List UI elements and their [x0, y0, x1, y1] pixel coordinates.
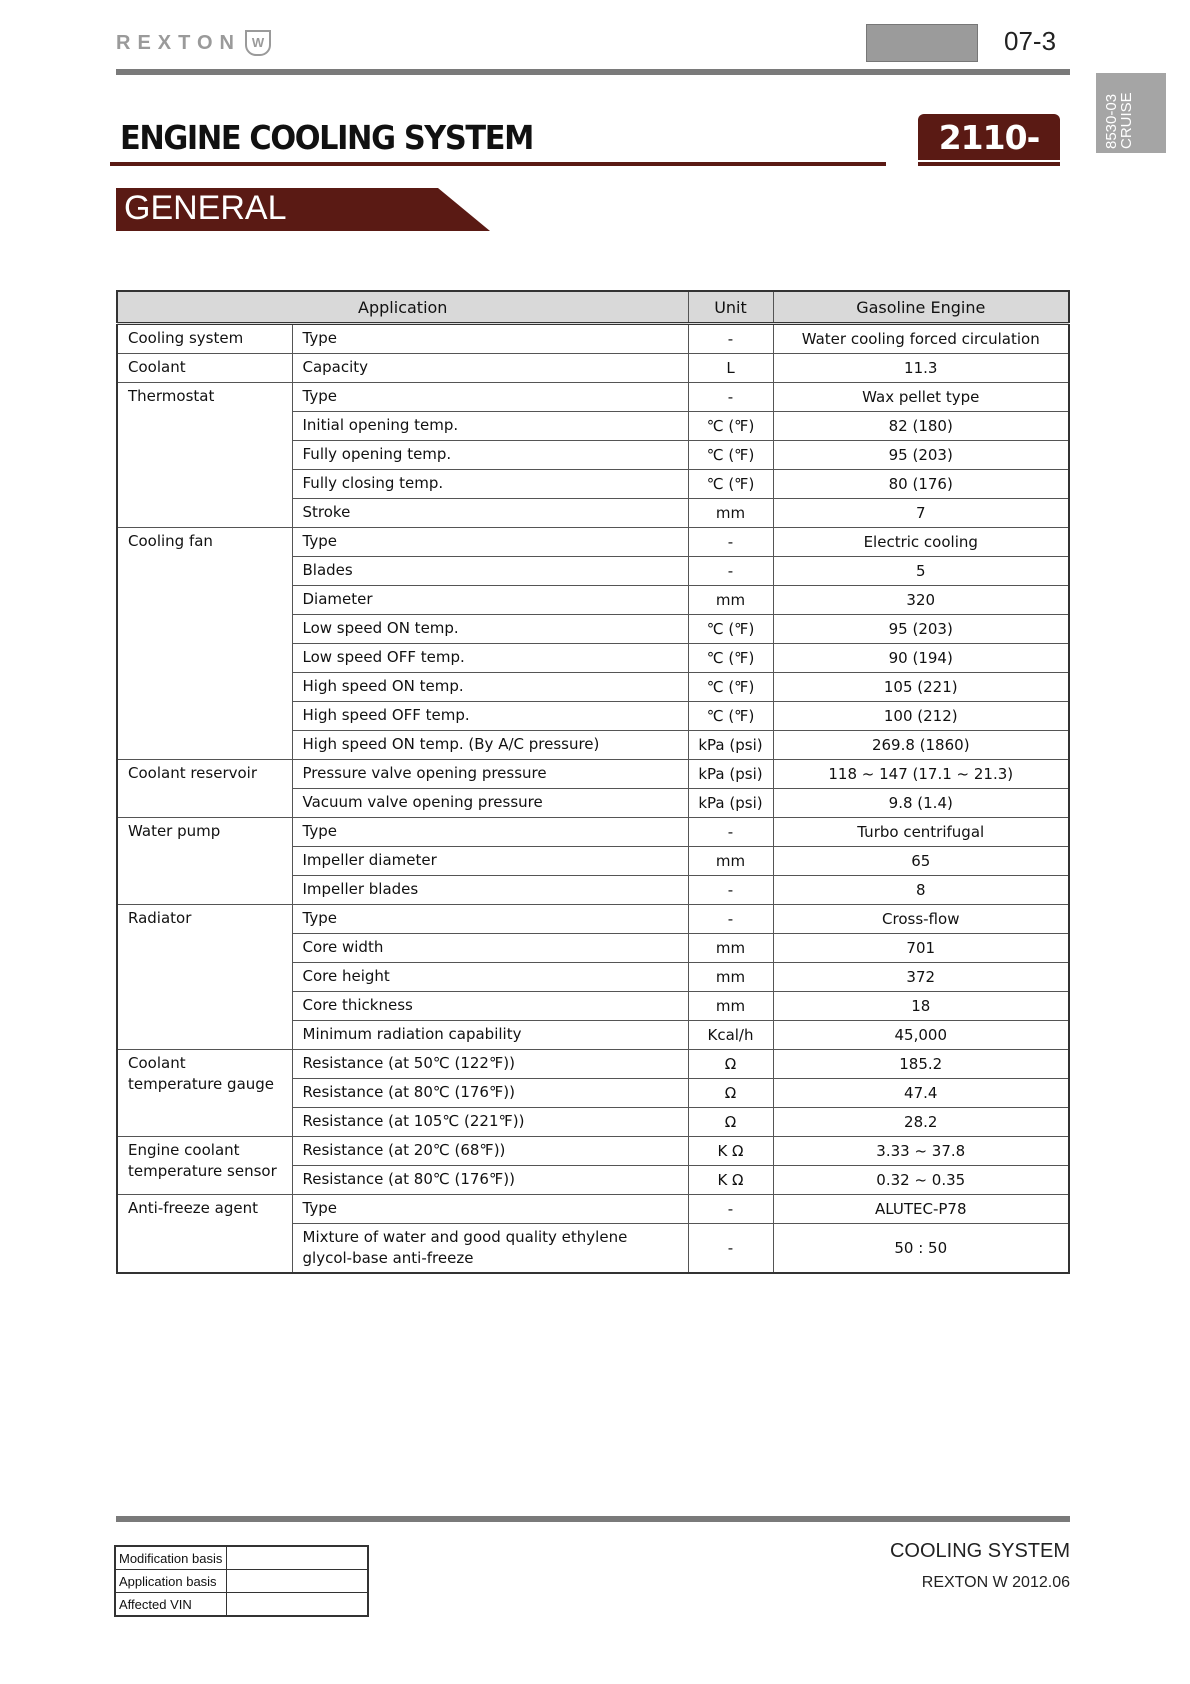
row-item: Type [292, 818, 688, 847]
row-item: Minimum radiation capability [292, 1021, 688, 1050]
row-value: 0.32 ~ 0.35 [773, 1166, 1069, 1195]
row-item: Type [292, 1195, 688, 1224]
row-unit: L [688, 354, 773, 383]
header-gray-box [866, 24, 978, 62]
row-item: Fully closing temp. [292, 470, 688, 499]
mod-row [115, 1570, 368, 1593]
row-item: Blades [292, 557, 688, 586]
row-unit: - [688, 818, 773, 847]
row-unit: Ω [688, 1079, 773, 1108]
row-unit: Ω [688, 1108, 773, 1137]
row-value: 18 [773, 992, 1069, 1021]
application-group: Engine coolant temperature sensor [117, 1137, 292, 1195]
row-item: Type [292, 528, 688, 557]
row-value: 95 (203) [773, 615, 1069, 644]
side-tab-code: 8530-03 [1103, 93, 1120, 149]
application-group: Thermostat [117, 383, 292, 528]
row-unit: mm [688, 586, 773, 615]
row-item: High speed ON temp. (By A/C pressure) [292, 731, 688, 760]
application-group: Coolant reservoir [117, 760, 292, 818]
row-item: Core thickness [292, 992, 688, 1021]
mod-value [227, 1570, 369, 1593]
row-unit: kPa (psi) [688, 760, 773, 789]
row-unit: mm [688, 963, 773, 992]
row-value: 8 [773, 876, 1069, 905]
row-item: Fully opening temp. [292, 441, 688, 470]
row-unit: mm [688, 499, 773, 528]
row-value: 185.2 [773, 1050, 1069, 1079]
table-row [117, 905, 1069, 934]
modification-table [114, 1545, 369, 1617]
table-row [117, 1050, 1069, 1079]
row-unit: kPa (psi) [688, 789, 773, 818]
row-unit: ℃ (℉) [688, 615, 773, 644]
row-item: Core width [292, 934, 688, 963]
row-unit: - [688, 557, 773, 586]
row-item: Diameter [292, 586, 688, 615]
row-unit: - [688, 876, 773, 905]
logo-shield-icon: W [245, 30, 271, 56]
row-unit: mm [688, 847, 773, 876]
table-row [117, 383, 1069, 412]
row-unit: ℃ (℉) [688, 470, 773, 499]
mod-value [227, 1546, 369, 1570]
row-unit: ℃ (℉) [688, 702, 773, 731]
row-value: 269.8 (1860) [773, 731, 1069, 760]
brand-logo [116, 30, 271, 60]
row-item: High speed OFF temp. [292, 702, 688, 731]
row-item: Impeller blades [292, 876, 688, 905]
row-item: Type [292, 905, 688, 934]
row-unit: ℃ (℉) [688, 644, 773, 673]
row-unit: mm [688, 934, 773, 963]
row-value: 372 [773, 963, 1069, 992]
row-item: Low speed ON temp. [292, 615, 688, 644]
header-application: Application [117, 291, 688, 324]
row-item: Resistance (at 80℃ (176℉)) [292, 1166, 688, 1195]
row-value: 90 (194) [773, 644, 1069, 673]
spec-table [116, 290, 1070, 1274]
row-item: Resistance (at 20℃ (68℉)) [292, 1137, 688, 1166]
row-item: Impeller diameter [292, 847, 688, 876]
top-divider [116, 69, 1070, 75]
row-unit: mm [688, 992, 773, 1021]
table-row [117, 818, 1069, 847]
row-unit: Ω [688, 1050, 773, 1079]
header-value: Gasoline Engine [773, 291, 1069, 324]
row-item: Initial opening temp. [292, 412, 688, 441]
row-value: 7 [773, 499, 1069, 528]
row-item: Type [292, 324, 688, 354]
mod-label: Affected VIN [115, 1593, 227, 1617]
side-tab-name: CRUISE [1118, 92, 1135, 149]
row-value: Water cooling forced circulation [773, 324, 1069, 354]
side-tab-label [1104, 92, 1134, 149]
row-item: High speed ON temp. [292, 673, 688, 702]
row-item: Pressure valve opening pressure [292, 760, 688, 789]
row-unit: - [688, 324, 773, 354]
row-unit: kPa (psi) [688, 731, 773, 760]
mod-value [227, 1593, 369, 1617]
row-item: Mixture of water and good quality ethylene glycol-base anti-freeze [292, 1224, 688, 1274]
row-value: 47.4 [773, 1079, 1069, 1108]
application-group: Anti-freeze agent [117, 1195, 292, 1274]
mod-row [115, 1593, 368, 1617]
side-tab[interactable] [1096, 73, 1166, 153]
row-unit: ℃ (℉) [688, 412, 773, 441]
row-value: 320 [773, 586, 1069, 615]
row-value: ALUTEC-P78 [773, 1195, 1069, 1224]
row-unit: - [688, 528, 773, 557]
row-value: 28.2 [773, 1108, 1069, 1137]
footer-title: COOLING SYSTEM [889, 1540, 1070, 1562]
row-value: 82 (180) [773, 412, 1069, 441]
row-value: 100 (212) [773, 702, 1069, 731]
row-value: 701 [773, 934, 1069, 963]
application-group: Cooling fan [117, 528, 292, 760]
mod-label: Application basis [115, 1570, 227, 1593]
header-unit: Unit [688, 291, 773, 324]
row-unit: K Ω [688, 1166, 773, 1195]
row-item: Type [292, 383, 688, 412]
table-row [117, 354, 1069, 383]
footer-subtitle: REXTON W 2012.06 [921, 1574, 1070, 1591]
application-group: Radiator [117, 905, 292, 1050]
section-code-badge: 2110-01 [918, 114, 1060, 160]
title-underline [110, 162, 886, 166]
application-group: Coolant [117, 354, 292, 383]
application-group: Water pump [117, 818, 292, 905]
row-value: 11.3 [773, 354, 1069, 383]
row-item: Resistance (at 80℃ (176℉)) [292, 1079, 688, 1108]
code-underline [918, 162, 1060, 166]
row-value: 65 [773, 847, 1069, 876]
bottom-divider [116, 1516, 1070, 1522]
row-value: 95 (203) [773, 441, 1069, 470]
row-value: Electric cooling [773, 528, 1069, 557]
table-row [117, 760, 1069, 789]
row-item: Vacuum valve opening pressure [292, 789, 688, 818]
row-unit: K Ω [688, 1137, 773, 1166]
row-value: 9.8 (1.4) [773, 789, 1069, 818]
row-value: Cross-flow [773, 905, 1069, 934]
table-row [117, 324, 1069, 354]
row-value: 80 (176) [773, 470, 1069, 499]
row-item: Low speed OFF temp. [292, 644, 688, 673]
row-unit: - [688, 383, 773, 412]
row-value: Turbo centrifugal [773, 818, 1069, 847]
row-value: 3.33 ~ 37.8 [773, 1137, 1069, 1166]
table-header-row [117, 291, 1069, 324]
subsection-title: GENERAL [124, 189, 287, 227]
row-unit: - [688, 1195, 773, 1224]
row-value: 118 ~ 147 (17.1 ~ 21.3) [773, 760, 1069, 789]
row-unit: - [688, 1224, 773, 1274]
table-row [117, 1195, 1069, 1224]
table-row [117, 528, 1069, 557]
row-item: Resistance (at 105℃ (221℉)) [292, 1108, 688, 1137]
row-unit: ℃ (℉) [688, 673, 773, 702]
row-item: Resistance (at 50℃ (122℉)) [292, 1050, 688, 1079]
row-value: 50 : 50 [773, 1224, 1069, 1274]
application-group: Coolant temperature gauge [117, 1050, 292, 1137]
row-unit: ℃ (℉) [688, 441, 773, 470]
spec-table-body [117, 324, 1069, 1274]
row-value: 5 [773, 557, 1069, 586]
mod-label: Modification basis [115, 1546, 227, 1570]
row-item: Stroke [292, 499, 688, 528]
row-value: Wax pellet type [773, 383, 1069, 412]
page-number: 07-3 [1004, 26, 1057, 56]
section-title: ENGINE COOLING SYSTEM [120, 118, 533, 157]
application-group: Cooling system [117, 324, 292, 354]
row-value: 45,000 [773, 1021, 1069, 1050]
table-row [117, 1137, 1069, 1166]
row-value: 105 (221) [773, 673, 1069, 702]
row-item: Capacity [292, 354, 688, 383]
row-unit: Kcal/h [688, 1021, 773, 1050]
mod-row [115, 1546, 368, 1570]
row-item: Core height [292, 963, 688, 992]
row-unit: - [688, 905, 773, 934]
logo-wordmark: REXTON [116, 31, 241, 54]
